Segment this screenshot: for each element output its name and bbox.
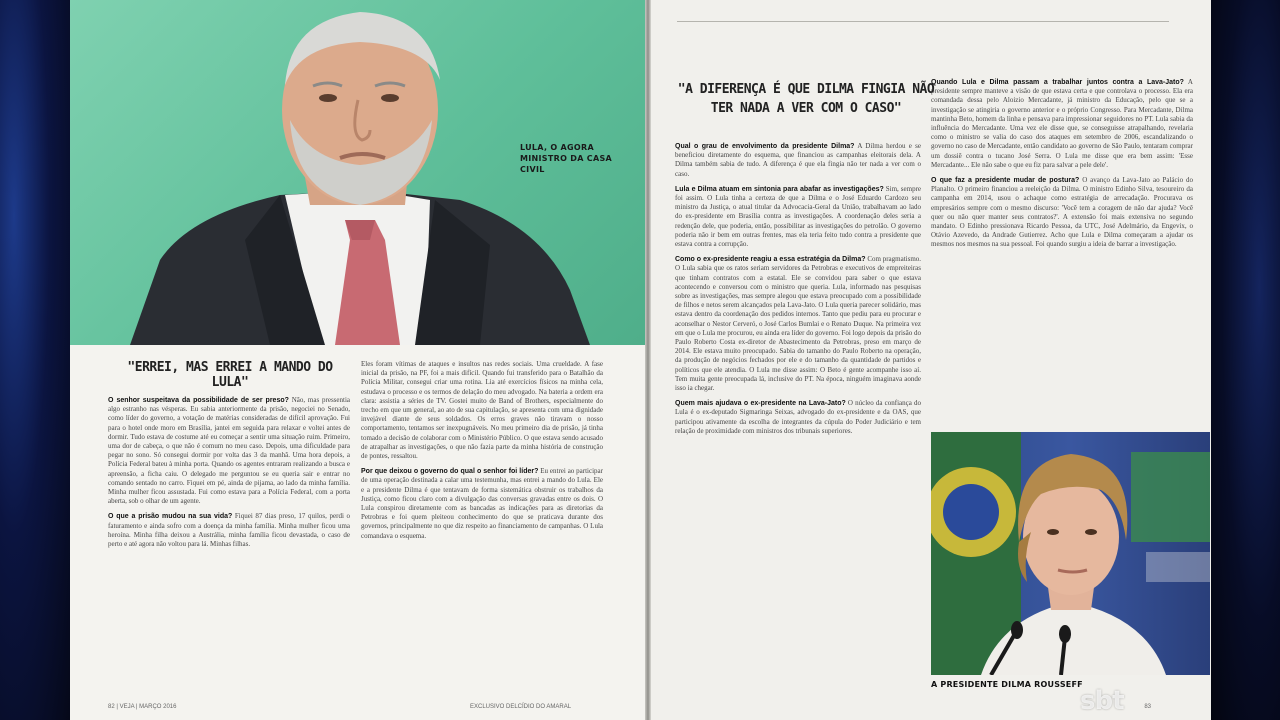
paragraph — [675, 255, 921, 393]
answer: Fiquei 87 dias preso, 17 quilos, perdi o faturamento e ainda sofro com a doença da minha família. Minha mulher ficou uma heroína. Minha filha deixou a Austrália, minha família ficou devastada, o caso de perto e até agora não voltou para lá. Minhas filhas. — [108, 512, 351, 549]
page-footer-left: 82 | VEJA | MARÇO 2016 — [108, 704, 177, 710]
paragraph — [931, 78, 1193, 170]
magazine-page-left — [70, 0, 645, 720]
background-left — [0, 0, 70, 720]
question: Por que deixou o governo do qual o senhor foi líder? — [361, 468, 539, 476]
answer: O núcleo da confiança do Lula é o ex-deputado Sigmaringa Seixas, advogado do ex-presidente e da OAS, que participou ativamente da escolha de integrantes da cúpula do Poder Judiciário e tem relação de proximidade com ministros dos tribunais superiores. — [675, 399, 921, 435]
text-column-right-2 — [931, 78, 1193, 256]
answer: O avanço da Lava-Jato ao Palácio do Planalto. O primeiro financiou a reeleição da Dilma. O ministro Edinho Silva, tesoureiro da campanha em 2014, usou o achaque como estratégia de arrecadação. Procurava os empresários sempre com o mesmo discurso: 'Você tem a coragem de não dar ajuda? Você quer ou não quer manter seus contratos?'. A extensão foi mais extensiva no segundo mandato. O Edinho pressionava Ricardo Pessoa, da UTC, José Adelmário, da Engevix, o Otávio Azevedo, da Andrade Gutierrez. Acho que Lula e Dilma começaram a ajudar os mesmos nos mesmos na sua pessoal. Foi quando surgiu a ideia de barrar a investigação. — [931, 176, 1193, 249]
question: O senhor suspeitava da possibilidade de ser preso? — [108, 397, 289, 404]
answer: Eu entrei ao participar de uma operação destinada a calar uma testemunha, mas entrei a mando do Lula. Ele e a presidente Dilma é que tentavam de forma sistemática obstruir os trabalhos da Justiça, como ficou claro com a divulgação das conversas gravadas entre os dois. O Lula conspirou diretamente com as bancadas as indicações para as diretorias da Petrobras e foi quem pleiteou conhecimento do que se praticava durante dos governos, principalmente no que diz respeito ao financiamento de campanhas. O Lula comandava o esquema. — [361, 467, 603, 540]
page-footer-section: EXCLUSIVO DELCÍDIO DO AMARAL — [470, 704, 572, 710]
photo-caption-dilma: A PRESIDENTE DILMA ROUSSEFF — [931, 680, 1083, 689]
answer: A presidente sempre manteve a visão de que estava certa e que controlava o processo. Ela era comandada dessa pelo Aloizio Mercadante, já ministro da Educação, pelo que se a investigação se atingiria o governo anterior e o próprio Congresso. Para Mercadante, Dilma mantinha Beto, homem da linha e pensava para impressionar seguidores no PT. Lula sabia da influência do Mercadante. Uma vez ele disse que, se conseguisse atrapalhando, revelaria como o ministro se valia do caso dos ataques em setembro de 2006, escandalizando o governo no caso de Mercadante, então candidato ao governo de São Paulo, tentaram comprar um dossiê contra o tucano José Serra. O Lula me disse que era bem assim: 'Esse Mercadante... Ele não sabe o que eu fiz para salvar a pele dele'. — [931, 78, 1193, 169]
text-column-left-2 — [361, 360, 603, 547]
paragraph — [675, 399, 921, 436]
question: Qual o grau de envolvimento da presidente Dilma? — [675, 143, 855, 150]
background-right — [1211, 0, 1280, 720]
text-column-right-1 — [675, 142, 921, 442]
question: O que faz a presidente mudar de postura? — [931, 177, 1080, 185]
text-column-left-1 — [108, 396, 350, 555]
question: Lula e Dilma atuam em sintonia para abafar as investigações? — [675, 185, 884, 193]
paragraph — [675, 185, 921, 249]
paragraph — [675, 142, 921, 179]
photo-dilma — [931, 432, 1210, 675]
pull-quote-left: "ERREI, MAS ERREI A MANDO DO LULA" — [127, 360, 333, 390]
question: Quem mais ajudava o ex-presidente na Lava-Jato? — [675, 400, 846, 408]
question: Como o ex-presidente reagiu a essa estratégia da Dilma? — [675, 256, 866, 264]
answer: Eles foram vítimas de ataques e insultos nas redes sociais. Uma crueldade. A fase inicial da prisão, na PF, foi a mais difícil. Quando fui transferido para o Batalhão da Polícia Militar, consegui criar uma rotina. Lia até exercícios físicos na minha cela, estudava o processo e os termos de delação do meu advogado. Na bateria a ordem era clara: assistia a séries de TV. Gostei muito de Band of Brothers, especialmente do trecho em que um general, ao ato de sua capitulação, se apresenta com uma dignidade invejável diante de seus soldados. Os erros graves não tiravam o nosso comportamento, tentamos ser inexpugnáveis. No meu primeiro dia de prisão, já tinha tomado a decisão de colaborar com o Ministério Público. O que estava sendo acusado de atrapalhar as investigações, o que não fazia parte da minha história de construção de pontes, ressaltou. — [361, 360, 603, 461]
magazine-page-right — [651, 0, 1211, 720]
question: Quando Lula e Dilma passam a trabalhar juntos contra a Lava-Jato? — [931, 79, 1184, 86]
pull-quote-right: "A DIFERENÇA É QUE DILMA FINGIA NÃO TER NADA A VER COM O CASO" — [677, 82, 935, 116]
page-number-right: 83 — [1144, 704, 1151, 710]
paragraph — [361, 360, 603, 461]
paragraph — [931, 176, 1193, 250]
answer: Com pragmatismo. O Lula sabia que os ratos seriam servidores da Petrobras e executivos de empreiteiras que tinham contratos com a estatal. Ele se convidou para saber o que estava acontecendo e conversou com o ministro que queria. Lula, informado nas pesquisas sobre as investigações, mas sempre alegou que estava preocupado com a possibilidade de filhos e netos serem alcançados pela Lava-Jato. O Lula queria parecer solidário, mas estava dentro da coordenação dos pedidos internos. Tanto que pediu para eu procurar e aconselhar o Nestor Cerveró, o José Carlos Bumlai e o Renato Duque. Na primeira vez em que o Lula me procurou, eu ainda era líder do governo. Foi logo depois da prisão do Paulo Roberto Costa ex-diretor de Abastecimento da Petrobras, preso em março de 2014. Ele estava muito preocupado. Sabia do tamanho do Paulo Roberto na operação, da produção de negócios fechados por ele e do tamanho da quantidade de partidos e políticos que ele atendia. O Lula me disse assim: O Beto é gente acompanhe isso aí. Tem muita gente preocupada lá, inclusive do PT. Na época, ninguém imaginava aonde isso ia chegar. — [675, 255, 922, 393]
answer: Sim, sempre foi assim. O Lula tinha a certeza de que a Dilma e o José Eduardo Cardozo seu ministro da Justiça, o atual titular da Advocacia-Geral da União, trabalhavam ao lado do ex-presidente em Brasília contra as investigações. A coordenação deles seria a redenção dele, que poderia, então, possibilitar as investigações do petrolão. O governo poderia não ir bem em outras frentes, mas ela teria feito tudo contra a presidente que estava contra a corrupção. — [675, 184, 922, 249]
paragraph — [108, 512, 350, 549]
paragraph — [108, 396, 350, 506]
dilma-portrait-illustration — [931, 432, 1210, 675]
answer: A Dilma herdou e se beneficiou diretamente do esquema, que financiou as campanhas eleitorais dela. A Dilma também sabia de tudo. A diferença é que ela fingia não ter nada a ver com o caso. — [675, 142, 921, 178]
paragraph — [361, 467, 603, 541]
photo-caption-lula: LULA, O AGORA MINISTRO DA CASA CIVIL — [520, 143, 613, 174]
question: O que a prisão mudou na sua vida? — [108, 513, 233, 521]
photo-lula — [70, 0, 645, 345]
tv-channel-watermark-logo: sbt — [1080, 686, 1124, 716]
answer: Não, mas pressentia algo estranho nas vésperas. Eu sabia anteriormente da prisão, negociei no Senado, como líder do governo, a votação de matérias consideradas de difícil aprovação. Fui para o hotel onde moro em Brasília, jantei em seguida para relaxar e voltei antes de dormir. Tudo estava de costume até eu começar a sentir uma situação ruim. Primeiro, uma dor de cabeça, o que não é comum no meu caso. Depois, uma dificuldade para pegar no sono. Só consegui dormir por volta das 3 da manhã. Uma hora depois, a Polícia Federal bateu à minha porta. Quando os agentes entraram realizando a busca e apreensão, a ficha caiu. O delegado me perguntou se eu queria sair e entrar no comando sentado no carro. Fiquei em pé, ainda de pijama, ao lado da minha família. Minha mulher ficou assustada. Fui como estava para a Polícia Federal, com a porta aberta, sob o olhar de um agente. — [108, 396, 351, 506]
top-rule — [677, 21, 1169, 22]
